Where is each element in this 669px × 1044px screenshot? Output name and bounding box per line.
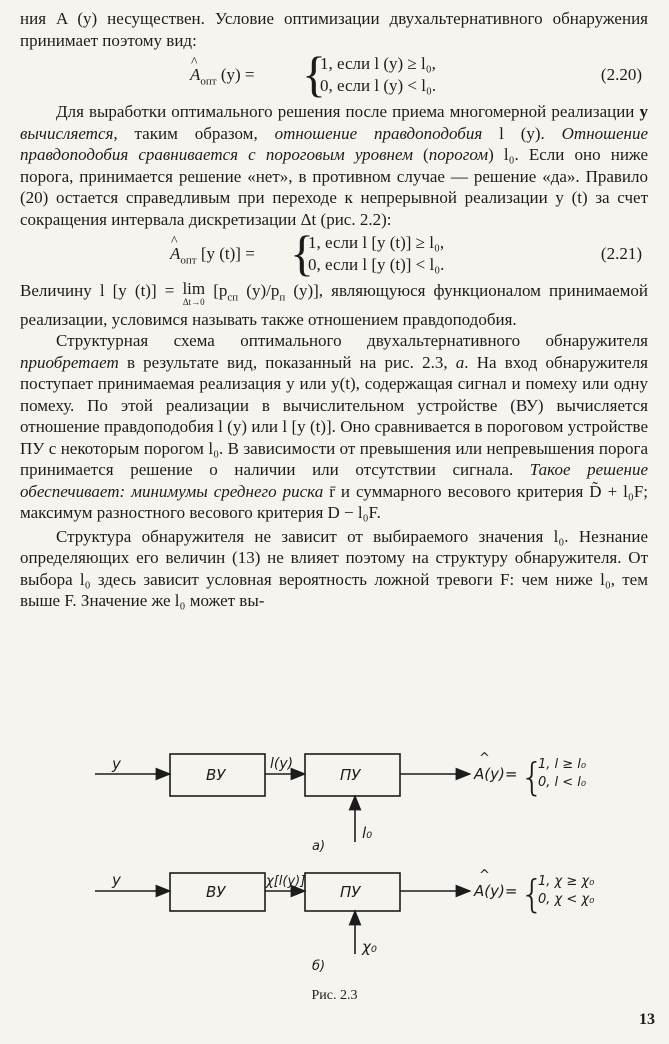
label-block-vu-b: ВУ xyxy=(206,883,226,901)
paragraph-2: Для выработки оптимального решения после приема многомерной реализации y вычисляется, таким образом, отношение правдоподобия l (y). Отношение правдоподобия сравнивается с пороговым уровнем (порогом) l₀. Если оно ниже порога, принимается решение «нет», в противном случае — решение «да». Правило (20) остается справедливым при переходе к непрерывной реализации y (t) за счет сокращения интервала дискретизации Δt (рис. 2.2): xyxy=(20,102,649,229)
equation-2-21-number: (2.21) xyxy=(600,244,642,263)
page-number: 13 xyxy=(639,1011,655,1028)
label-output-case-2-b: 0, χ < χ₀ xyxy=(538,892,595,907)
label-mid-b: χ[l(y)] xyxy=(266,874,306,889)
label-output-case-1-a: 1, l ≥ l₀ xyxy=(538,757,587,772)
paragraph-4: Структурная схема оптимального двухальтернативного обнаружителя приобретает в результате вид, показанный на рис. 2.3, а. На вход обнаружителя поступает принимаемая реализация y или y(t), содержащая сигнал и помеху или одну помеху. По этой реализации в вычислительном устройстве (ВУ) вычисляется отношение правдоподобия l (y) или l [y (t)]. Оно сравнивается в пороговом устройстве ПУ с некоторым порогом l₀. В зависимости от превышения или непревышения порога принимается решение о наличии или отсутствии сигнала. Такое решение обеспечивает: минимумы среднего риска r̄ и суммарного весового критерия D̃ + l₀F; максимум разностного весового критерия D − l₀F. xyxy=(20,331,648,523)
equation-2-20-lhs: ^ $A_{опт}$ (y) = xyxy=(190,65,255,87)
label-block-pu-a: ПУ xyxy=(340,766,361,784)
limit-operator: lim Δt→0 xyxy=(182,279,206,307)
output-hat-a: ^ xyxy=(479,751,490,766)
label-threshold-a: l₀ xyxy=(362,824,373,842)
equation-2-21-case-2: 0, если l [y (t)] < l₀. xyxy=(308,255,445,274)
label-output-case-1-b: 1, χ ≥ χ₀ xyxy=(538,874,595,889)
label-output-case-2-a: 0, l < l₀ xyxy=(538,775,587,790)
paragraph-5: Структура обнаружителя не зависит от выбираемого значения l₀. Незнание определяющих его величин (13) не влияет поэтому на структуру обнаружителя. От выбора l₀ здесь зависит условная вероятность ложной тревоги F: чем ниже l₀, тем выше F. Значение же l₀ может вы- xyxy=(20,526,648,611)
brace: { xyxy=(302,46,326,102)
paragraph-1: ния A (y) несуществен. Условие оптимизации двухальтернативного обнаружения принимает поэтому вид: xyxy=(20,9,648,50)
label-input-a: y xyxy=(112,755,121,773)
equation-2-21-lhs: ^ $A_{опт}$ [y (t)] = xyxy=(170,244,255,266)
equation-2-20 xyxy=(20,46,648,102)
text-column xyxy=(20,8,648,612)
paragraph-3: Величину l [y (t)] = lim Δt→0 [$p_{сп}$ $(y)/p_п$ (y)], являющуюся функционалом принимаемой реализации, условимся называть также отношением правдоподобия. xyxy=(20,279,648,329)
equation-2-20-number: (2.20) xyxy=(600,65,642,84)
output-brace-b: { xyxy=(520,872,545,916)
label-diagram-b: б) xyxy=(312,959,326,974)
label-block-vu-a: ВУ xyxy=(206,766,226,784)
equation-2-21 xyxy=(20,225,648,281)
block-diagram xyxy=(0,742,669,1002)
figure-2-3 xyxy=(0,742,669,1002)
label-output-lhs-a: A(y)= xyxy=(474,765,518,783)
label-diagram-a: а) xyxy=(312,839,326,854)
equation-2-21-case-1: 1, если l [y (t)] ≥ l₀, xyxy=(308,233,445,252)
output-brace-a: { xyxy=(520,755,545,799)
output-hat-b: ^ xyxy=(479,868,490,883)
label-input-b: y xyxy=(112,871,121,889)
brace: { xyxy=(290,225,314,281)
label-threshold-b: χ₀ xyxy=(362,938,377,956)
label-mid-a: l(y) xyxy=(270,756,294,772)
equation-2-20-case-2: 0, если l (y) < l₀. xyxy=(320,76,437,95)
label-output-lhs-b: A(y)= xyxy=(474,882,518,900)
figure-caption: Рис. 2.3 xyxy=(311,988,358,1003)
label-block-pu-b: ПУ xyxy=(340,883,361,901)
equation-2-20-case-1: 1, если l (y) ≥ l₀, xyxy=(320,54,436,73)
